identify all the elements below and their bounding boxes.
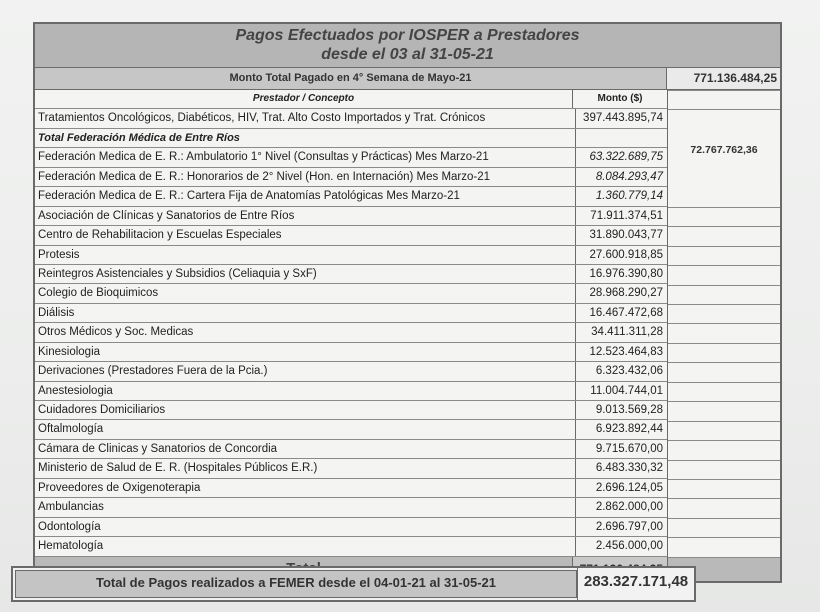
row-concept: Federación Medica de E. R.: Honorarios de 2° Nivel (Hon. en Internación) Mes Marzo-21 bbox=[35, 168, 576, 186]
row-amount: 16.467.472,68 bbox=[589, 306, 663, 319]
table-row bbox=[35, 109, 667, 128]
row-concept: Odontología bbox=[35, 518, 576, 536]
side-gridline bbox=[668, 498, 780, 499]
table-row bbox=[35, 420, 667, 439]
row-amount: 63.322.689,75 bbox=[589, 151, 663, 164]
table-row bbox=[35, 148, 667, 167]
row-concept: Diálisis bbox=[35, 304, 576, 322]
femer-total-label: Total de Pagos realizados a FEMER desde el 04-01-21 al 31-05-21 bbox=[15, 570, 577, 598]
row-concept: Colegio de Bioquimicos bbox=[35, 284, 576, 302]
row-concept: Federación Medica de E. R.: Cartera Fija de Anatomías Patológicas Mes Marzo-21 bbox=[35, 187, 576, 205]
table-row bbox=[35, 401, 667, 420]
row-concept: Oftalmología bbox=[35, 420, 576, 438]
side-gridline bbox=[668, 265, 780, 266]
row-amount: 11.004.744,01 bbox=[590, 384, 663, 397]
title-line-2: desde el 03 al 31-05-21 bbox=[321, 46, 494, 63]
table-row bbox=[35, 304, 667, 323]
row-amount: 31.890.043,77 bbox=[589, 229, 663, 242]
side-gridline bbox=[668, 479, 780, 480]
side-gridline bbox=[668, 557, 780, 558]
row-concept: Total Federación Médica de Entre Ríos bbox=[35, 129, 576, 147]
row-amount: 6.483.330,32 bbox=[595, 462, 663, 475]
row-amount: 2.696.797,00 bbox=[595, 520, 663, 533]
side-gridline bbox=[668, 90, 780, 91]
side-gridline bbox=[668, 343, 780, 344]
side-gridline bbox=[668, 226, 780, 227]
table-row bbox=[35, 440, 667, 459]
side-gridline bbox=[668, 323, 780, 324]
row-concept: Cuidadores Domiciliarios bbox=[35, 401, 576, 419]
side-gridline bbox=[668, 460, 780, 461]
row-amount: 8.084.293,47 bbox=[595, 170, 663, 183]
row-concept: Federación Medica de E. R.: Ambulatorio 1° Nivel (Consultas y Prácticas) Mes Marzo-21 bbox=[35, 148, 576, 166]
row-amount: 2.862.000,00 bbox=[595, 501, 663, 514]
row-amount: 12.523.464,83 bbox=[589, 345, 663, 358]
table-row bbox=[35, 537, 667, 556]
row-amount: 16.976.390,80 bbox=[589, 267, 663, 280]
table-main-columns bbox=[35, 90, 668, 581]
row-amount: 2.696.124,05 bbox=[595, 481, 663, 494]
payments-table bbox=[33, 22, 782, 583]
row-amount: 1.360.779,14 bbox=[595, 190, 663, 203]
table-title bbox=[35, 24, 780, 68]
femer-total-value: 283.327.171,48 bbox=[577, 568, 694, 600]
row-amount: 34.411.311,28 bbox=[591, 326, 663, 339]
weekly-total-label: Monto Total Pagado en 4° Semana de Mayo-21 bbox=[35, 68, 667, 89]
row-concept: Otros Médicos y Soc. Medicas bbox=[35, 323, 576, 341]
row-concept: Asociación de Clínicas y Sanatorios de Entre Ríos bbox=[35, 207, 576, 225]
row-amount bbox=[576, 129, 667, 147]
row-amount: 27.600.918,85 bbox=[589, 248, 663, 261]
side-gridline bbox=[668, 304, 780, 305]
table-row bbox=[35, 129, 667, 148]
side-gridline bbox=[668, 440, 780, 441]
row-amount: 9.715.670,00 bbox=[595, 442, 663, 455]
row-concept: Ministerio de Salud de E. R. (Hospitales Públicos E.R.) bbox=[35, 459, 576, 477]
row-concept: Hematología bbox=[35, 537, 576, 555]
table-row bbox=[35, 479, 667, 498]
row-amount: 9.013.569,28 bbox=[595, 404, 663, 416]
row-concept: Anestesiologia bbox=[35, 382, 576, 400]
table-row bbox=[35, 284, 667, 303]
row-concept: Reintegros Asistenciales y Subsidios (Celiaquia y SxF) bbox=[35, 265, 576, 283]
side-gridline bbox=[668, 401, 780, 402]
side-gridline bbox=[668, 421, 780, 422]
table-row bbox=[35, 226, 667, 245]
table-row bbox=[35, 187, 667, 206]
table-row bbox=[35, 382, 667, 401]
table-row bbox=[35, 246, 667, 265]
table-row bbox=[35, 518, 667, 537]
row-amount: 2.456.000,00 bbox=[595, 540, 663, 553]
header-amount: Monto ($) bbox=[597, 93, 643, 104]
table-body bbox=[35, 90, 780, 581]
row-concept: Protesis bbox=[35, 246, 576, 264]
table-rows bbox=[35, 109, 667, 556]
table-row bbox=[35, 323, 667, 342]
table-header-row bbox=[35, 90, 667, 109]
table-row bbox=[35, 459, 667, 478]
femer-summary-box bbox=[11, 566, 696, 602]
row-amount: 6.323.432,06 bbox=[595, 365, 663, 378]
row-concept: Ambulancias bbox=[35, 498, 576, 516]
table-row bbox=[35, 207, 667, 226]
table-side-column bbox=[668, 90, 780, 581]
side-gridline bbox=[668, 285, 780, 286]
side-gridline bbox=[668, 109, 780, 110]
row-amount: 397.443.895,74 bbox=[583, 112, 663, 125]
header-concept: Prestador / Concepto bbox=[35, 90, 573, 108]
side-gridline bbox=[668, 382, 780, 383]
federation-total-value: 72.767.762,36 bbox=[690, 144, 758, 156]
table-row bbox=[35, 265, 667, 284]
row-concept: Cámara de Clinicas y Sanatorios de Concordia bbox=[35, 440, 576, 458]
row-concept: Centro de Rehabilitacion y Escuelas Especiales bbox=[35, 226, 576, 244]
side-gridline bbox=[668, 518, 780, 519]
table-row bbox=[35, 498, 667, 517]
side-gridline bbox=[668, 246, 780, 247]
weekly-total-value: 771.136.484,25 bbox=[667, 68, 780, 89]
side-gridline bbox=[668, 207, 780, 208]
row-amount: 71.911.374,51 bbox=[590, 209, 663, 222]
row-amount: 6.923.892,44 bbox=[595, 423, 663, 436]
row-concept: Derivaciones (Prestadores Fuera de la Pcia.) bbox=[35, 362, 576, 380]
table-row bbox=[35, 362, 667, 381]
table-row bbox=[35, 168, 667, 187]
row-amount: 28.968.290,27 bbox=[589, 287, 663, 300]
table-row bbox=[35, 343, 667, 362]
side-gridline bbox=[668, 362, 780, 363]
row-concept: Proveedores de Oxigenoterapia bbox=[35, 479, 576, 497]
row-concept: Kinesiologia bbox=[35, 343, 576, 361]
weekly-total-row bbox=[35, 68, 780, 90]
row-concept: Tratamientos Oncológicos, Diabéticos, HIV, Trat. Alto Costo Importados y Trat. Crónicos bbox=[35, 109, 576, 127]
side-gridline bbox=[668, 537, 780, 538]
title-line-1: Pagos Efectuados por IOSPER a Prestadores bbox=[235, 27, 580, 44]
